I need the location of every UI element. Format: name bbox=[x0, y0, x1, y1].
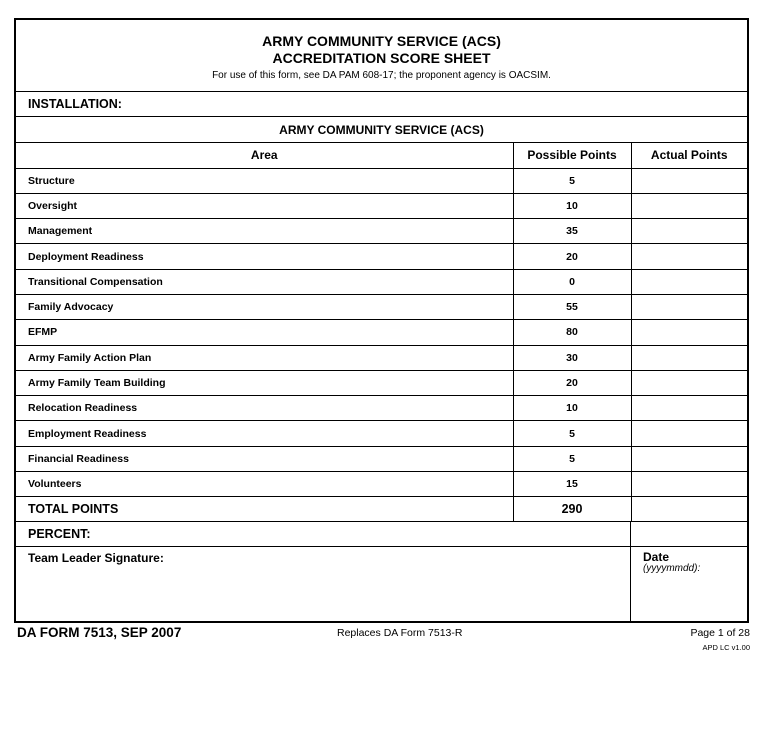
possible-points-cell: 20 bbox=[513, 370, 631, 395]
possible-points-cell: 10 bbox=[513, 193, 631, 218]
area-cell: Army Family Action Plan bbox=[16, 345, 513, 370]
table-row bbox=[16, 472, 747, 497]
possible-points-cell: 10 bbox=[513, 396, 631, 421]
table-row bbox=[16, 294, 747, 319]
actual-points-field[interactable] bbox=[631, 193, 747, 218]
form-title: ARMY COMMUNITY SERVICE (ACS) bbox=[262, 33, 501, 49]
section-title: ARMY COMMUNITY SERVICE (ACS) bbox=[16, 117, 747, 143]
actual-points-field[interactable] bbox=[631, 446, 747, 471]
table-row bbox=[16, 320, 747, 345]
area-cell: Employment Readiness bbox=[16, 421, 513, 446]
possible-points-cell: 0 bbox=[513, 269, 631, 294]
actual-points-field[interactable] bbox=[631, 294, 747, 319]
area-cell: Relocation Readiness bbox=[16, 396, 513, 421]
installation-field[interactable] bbox=[16, 92, 747, 117]
area-cell: EFMP bbox=[16, 320, 513, 345]
area-cell: Volunteers bbox=[16, 472, 513, 497]
possible-points-cell: 55 bbox=[513, 294, 631, 319]
version-label: APD LC v1.00 bbox=[702, 643, 750, 652]
area-cell: Family Advocacy bbox=[16, 294, 513, 319]
signature-label: Team Leader Signature: bbox=[28, 551, 164, 566]
table-row bbox=[16, 446, 747, 471]
area-cell: Army Family Team Building bbox=[16, 370, 513, 395]
percent-field[interactable] bbox=[631, 522, 747, 546]
percent-row bbox=[16, 522, 747, 547]
total-label: TOTAL POINTS bbox=[16, 497, 513, 522]
actual-points-field[interactable] bbox=[631, 396, 747, 421]
column-header-possible: Possible Points bbox=[513, 143, 631, 168]
table-row bbox=[16, 168, 747, 193]
possible-points-cell: 35 bbox=[513, 219, 631, 244]
table-row bbox=[16, 269, 747, 294]
date-label: Date bbox=[643, 550, 670, 565]
total-actual-field[interactable] bbox=[631, 497, 747, 522]
table-row bbox=[16, 396, 747, 421]
area-cell: Structure bbox=[16, 168, 513, 193]
actual-points-field[interactable] bbox=[631, 168, 747, 193]
form-instructions: For use of this form, see DA PAM 608-17; the proponent agency is OACSIM. bbox=[212, 70, 551, 81]
form-subtitle-title: ACCREDITATION SCORE SHEET bbox=[272, 50, 491, 66]
table-row bbox=[16, 421, 747, 446]
table-row bbox=[16, 370, 747, 395]
actual-points-field[interactable] bbox=[631, 421, 747, 446]
installation-label: INSTALLATION: bbox=[28, 97, 122, 111]
area-cell: Transitional Compensation bbox=[16, 269, 513, 294]
possible-points-cell: 15 bbox=[513, 472, 631, 497]
total-row bbox=[16, 497, 747, 522]
possible-points-cell: 5 bbox=[513, 446, 631, 471]
table-row bbox=[16, 244, 747, 269]
actual-points-field[interactable] bbox=[631, 269, 747, 294]
score-rows bbox=[16, 168, 747, 497]
possible-points-cell: 30 bbox=[513, 345, 631, 370]
area-cell: Oversight bbox=[16, 193, 513, 218]
area-cell: Financial Readiness bbox=[16, 446, 513, 471]
possible-points-cell: 5 bbox=[513, 168, 631, 193]
signature-row bbox=[16, 547, 747, 623]
area-cell: Management bbox=[16, 219, 513, 244]
table-row bbox=[16, 345, 747, 370]
actual-points-field[interactable] bbox=[631, 219, 747, 244]
signature-field[interactable] bbox=[16, 547, 631, 623]
actual-points-field[interactable] bbox=[631, 345, 747, 370]
actual-points-field[interactable] bbox=[631, 320, 747, 345]
column-header-area: Area bbox=[16, 143, 513, 168]
total-possible: 290 bbox=[513, 497, 631, 522]
column-header-actual: Actual Points bbox=[631, 143, 747, 168]
possible-points-cell: 80 bbox=[513, 320, 631, 345]
table-row bbox=[16, 193, 747, 218]
date-field[interactable] bbox=[631, 547, 700, 623]
actual-points-field[interactable] bbox=[631, 472, 747, 497]
form-identifier: DA FORM 7513, SEP 2007 bbox=[17, 625, 182, 640]
score-sheet-form bbox=[14, 18, 749, 623]
possible-points-cell: 20 bbox=[513, 244, 631, 269]
replaces-note: Replaces DA Form 7513-R bbox=[337, 627, 463, 639]
actual-points-field[interactable] bbox=[631, 244, 747, 269]
percent-label: PERCENT: bbox=[16, 522, 631, 546]
date-format-hint: (yyyymmdd): bbox=[643, 563, 701, 575]
actual-points-field[interactable] bbox=[631, 370, 747, 395]
area-cell: Deployment Readiness bbox=[16, 244, 513, 269]
page-number: Page 1 of 28 bbox=[690, 627, 750, 639]
form-header bbox=[16, 20, 747, 92]
score-table bbox=[16, 143, 747, 522]
table-row bbox=[16, 219, 747, 244]
possible-points-cell: 5 bbox=[513, 421, 631, 446]
